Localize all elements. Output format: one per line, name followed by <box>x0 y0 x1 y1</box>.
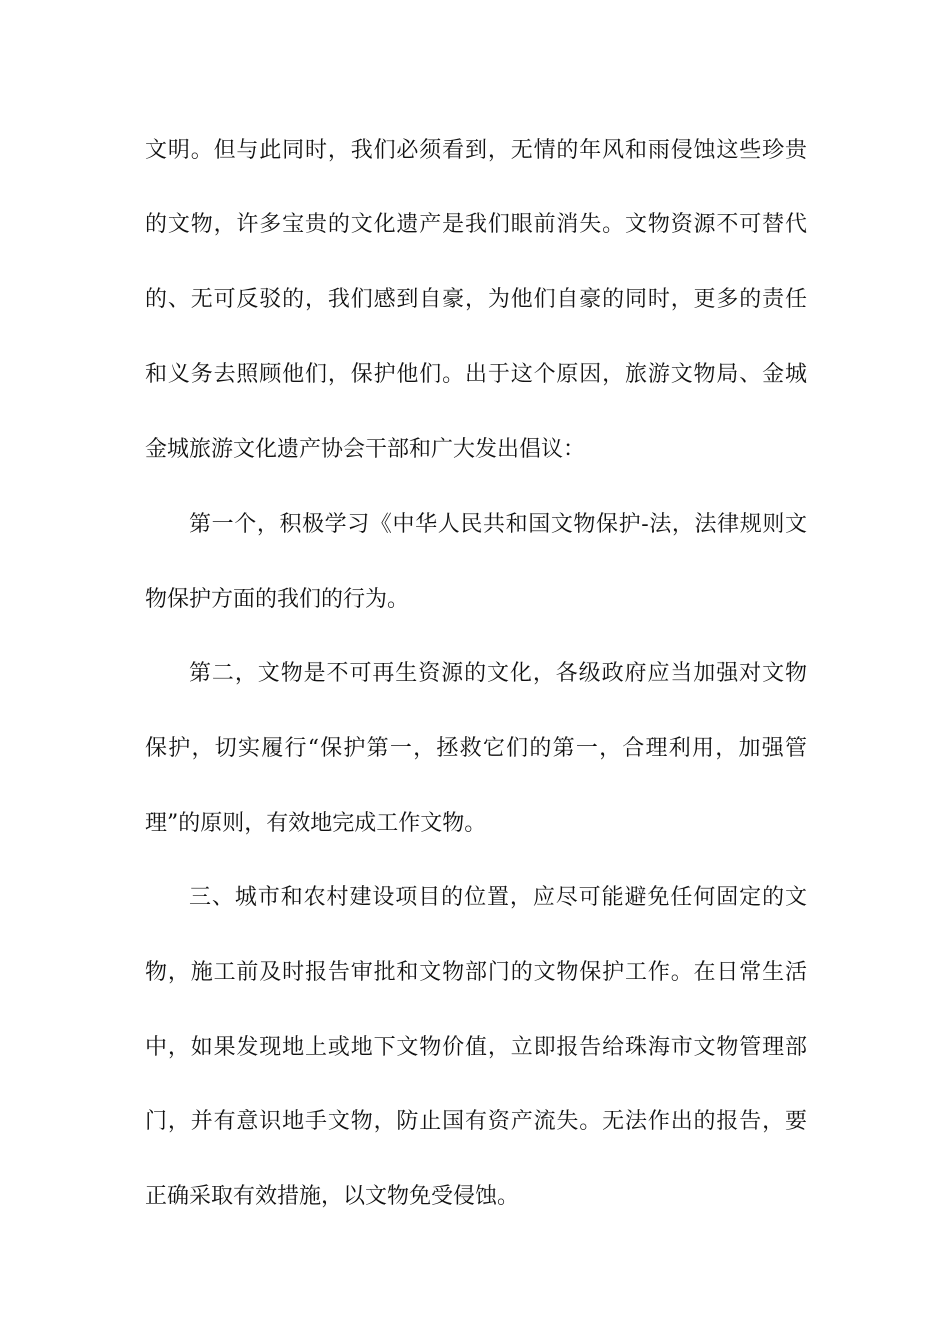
text-line: 和义务去照顾他们，保护他们。出于这个原因，旅游文物局、金城 <box>145 362 807 387</box>
text-line: 第一个，积极学习《中华人民共和国文物保护-法，法律规则文 <box>189 512 807 537</box>
text-line: 的、无可反驳的，我们感到自豪，为他们自豪的同时，更多的责任 <box>145 287 807 312</box>
text-line: 保护，切实履行“保护第一，拯救它们的第一，合理利用，加强管 <box>145 736 807 761</box>
text-line: 物，施工前及时报告审批和文物部门的文物保护工作。在日常生活 <box>145 960 807 985</box>
text-line: 第二，文物是不可再生资源的文化，各级政府应当加强对文物 <box>189 661 807 686</box>
text-line: 物保护方面的我们的行为。 <box>145 587 410 612</box>
text-line: 正确采取有效措施，以文物免受侵蚀。 <box>145 1184 520 1209</box>
text-line: 三、城市和农村建设项目的位置，应尽可能避免任何固定的文 <box>189 885 807 910</box>
text-line: 文明。但与此同时，我们必须看到，无情的年风和雨侵蚀这些珍贵 <box>145 138 807 163</box>
text-line: 金城旅游文化遗产协会干部和广大发出倡议： <box>145 437 586 462</box>
text-line: 理”的原则，有效地完成工作文物。 <box>145 811 487 836</box>
text-line: 的文物，许多宝贵的文化遗产是我们眼前消失。文物资源不可替代 <box>145 212 807 237</box>
text-line: 中，如果发现地上或地下文物价值，立即报告给珠海市文物管理部 <box>145 1035 807 1060</box>
text-line: 门，并有意识地手文物，防止国有资产流失。无法作出的报告，要 <box>145 1109 807 1134</box>
